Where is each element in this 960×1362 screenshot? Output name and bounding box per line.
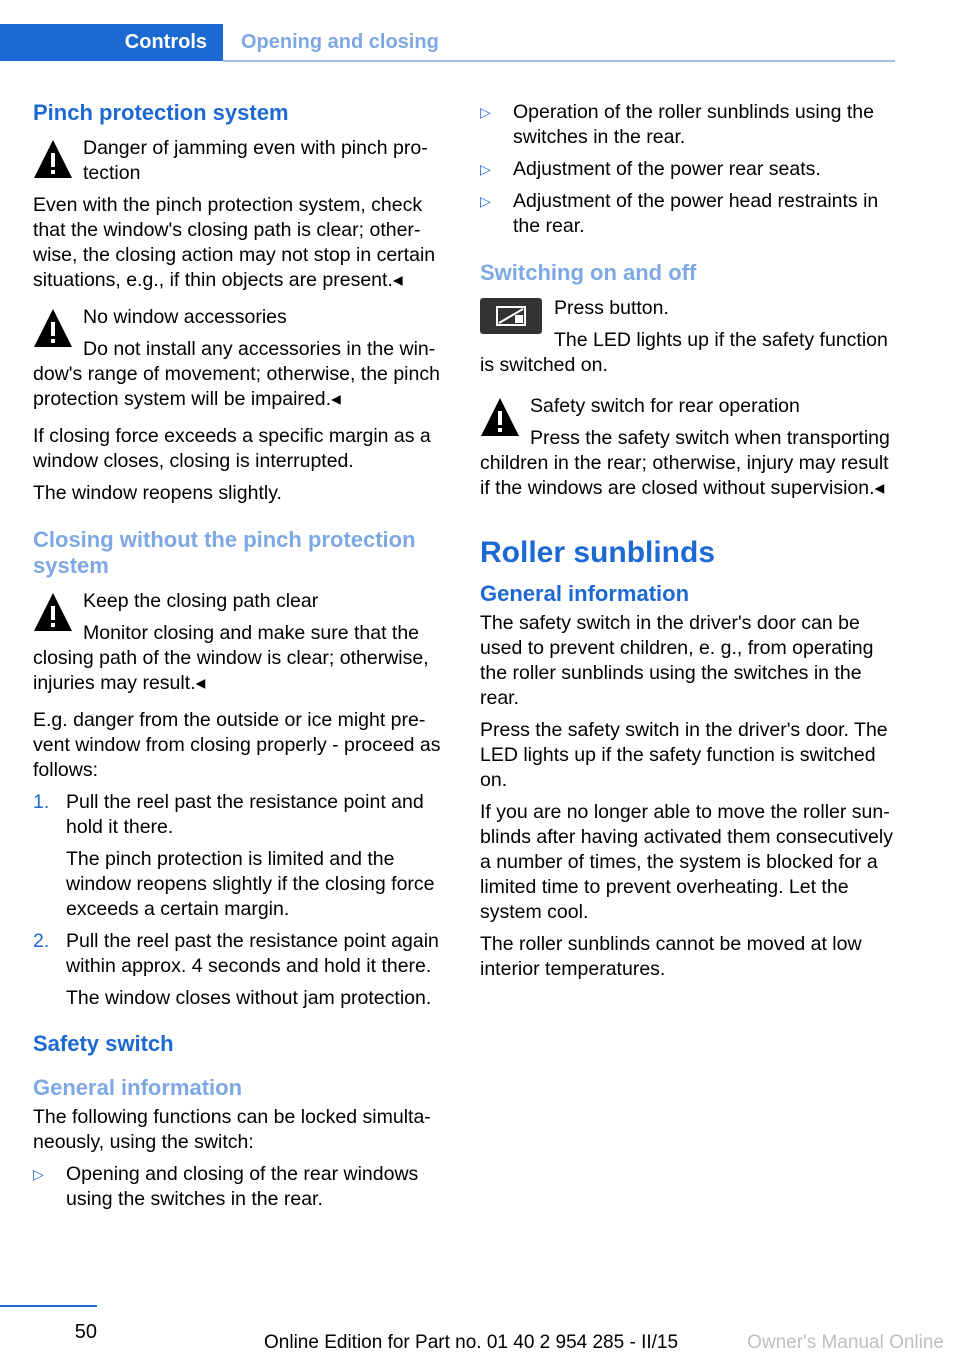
subsection-tab: Opening and closing xyxy=(241,31,439,53)
paragraph: The safety switch in the driver's door can be used to prevent children, e. g., from operating the roller sunblinds using the switches in the rear. xyxy=(480,612,874,709)
safety-switch-heading: Safety switch xyxy=(33,1031,174,1056)
list-item xyxy=(33,790,449,922)
arrow-bullet-icon: ▷ xyxy=(480,193,491,209)
edition-footer: Online Edition for Part no. 01 40 2 954 285 - II/15 xyxy=(264,1332,679,1353)
list-item: ▷ Adjustment of the power head restraints in the rear. xyxy=(480,190,879,237)
warning-body: Press the safety switch when transporting children in the rear; otherwise, injury may result if the windows are closed without supervision.◂ xyxy=(480,427,890,499)
led-note: The LED lights up if the safety function is switched on. xyxy=(480,329,888,376)
list-item xyxy=(33,929,449,1011)
paragraph: If closing force exceeds a specific margin as a window closes, closing is interrupted. xyxy=(33,425,431,472)
warning-body: Monitor closing and make sure that the closing path of the window is clear; otherwise, injuries may result.◂ xyxy=(33,622,429,694)
warning-title: Keep the closing path clear xyxy=(83,590,319,612)
list-item: ▷ Adjustment of the power rear seats. xyxy=(480,158,821,180)
list-item: ▷ Operation of the roller sunblinds using the switches in the rear. xyxy=(480,101,874,148)
arrow-bullet-icon: ▷ xyxy=(480,104,491,120)
warning-block xyxy=(480,394,896,501)
page-number: 50 xyxy=(0,1305,97,1344)
warning-title: Danger of jamming even with pinch protection xyxy=(83,137,428,184)
warning-triangle-icon xyxy=(33,138,73,182)
paragraph: The following functions can be locked simultaneously, using the switch: xyxy=(33,1106,431,1153)
step-number: 1. xyxy=(33,791,50,813)
step-result: The pinch protection is limited and the window reopens slightly if the closing force exceeds a certain margin. xyxy=(66,848,435,920)
step-number: 2. xyxy=(33,930,50,952)
warning-title: Safety switch for rear operation xyxy=(530,395,800,417)
step-result: The window closes without jam protection. xyxy=(66,987,432,1009)
window-lock-button-icon xyxy=(480,298,542,334)
warning-triangle-icon xyxy=(33,307,73,351)
right-column xyxy=(480,100,896,989)
list-item: ▷ Opening and closing of the rear windows using the switches in the rear. xyxy=(33,1163,419,1210)
paragraph: The window reopens slightly. xyxy=(33,482,282,504)
bullet-list xyxy=(33,1162,449,1212)
warning-body: Do not install any accessories in the window's range of movement; otherwise, the pinch protection system will be impaired.◂ xyxy=(33,338,440,410)
paragraph: If you are no longer able to move the roller sunblinds after having activated them consecutively a number of times, the system is blocked for a limited time to prevent overheating. Let the system cool. xyxy=(480,801,893,923)
general-info-heading: General information xyxy=(480,581,690,606)
switching-heading: Switching on and off xyxy=(480,260,697,285)
watermark: Owner's Manual Online xyxy=(747,1332,944,1353)
warning-triangle-icon xyxy=(33,591,73,635)
section-tab: Controls xyxy=(0,24,223,61)
left-column xyxy=(33,100,449,1219)
warning-body: Even with the pinch protection system, check that the window's closing path is clear; otherwise, the closing action may not stop in certain situations, e.g., if thin objects are present.◂ xyxy=(33,194,436,291)
press-instruction: Press button. xyxy=(554,297,669,319)
page-header xyxy=(0,24,895,62)
paragraph: Press the safety switch in the driver's door. The LED lights up if the safety function is switched on. xyxy=(480,719,888,791)
paragraph: E.g. danger from the outside or ice might prevent window from closing properly - proceed as follows: xyxy=(33,709,441,781)
warning-block xyxy=(33,136,449,293)
arrow-bullet-icon: ▷ xyxy=(480,161,491,177)
header-rule xyxy=(223,60,895,62)
bullet-list xyxy=(480,100,896,239)
arrow-bullet-icon: ▷ xyxy=(33,1166,44,1182)
warning-block xyxy=(33,589,449,696)
step-text: Pull the reel past the resistance point again within approx. 4 seconds and hold it there. xyxy=(66,930,439,977)
paragraph: The roller sunblinds cannot be moved at low interior temperatures. xyxy=(480,933,862,980)
steps-list xyxy=(33,790,449,1011)
closing-heading: Closing without the pinch protection system xyxy=(33,527,416,578)
pinch-protection-heading: Pinch protection system xyxy=(33,100,289,125)
roller-sunblinds-heading: Roller sunblinds xyxy=(480,536,716,569)
general-info-heading: General information xyxy=(33,1075,243,1100)
warning-title: No window accessories xyxy=(83,306,287,328)
warning-triangle-icon xyxy=(480,396,520,440)
step-text: Pull the reel past the resistance point and hold it there. xyxy=(66,791,424,838)
warning-block xyxy=(33,305,449,412)
button-instruction xyxy=(480,296,896,378)
